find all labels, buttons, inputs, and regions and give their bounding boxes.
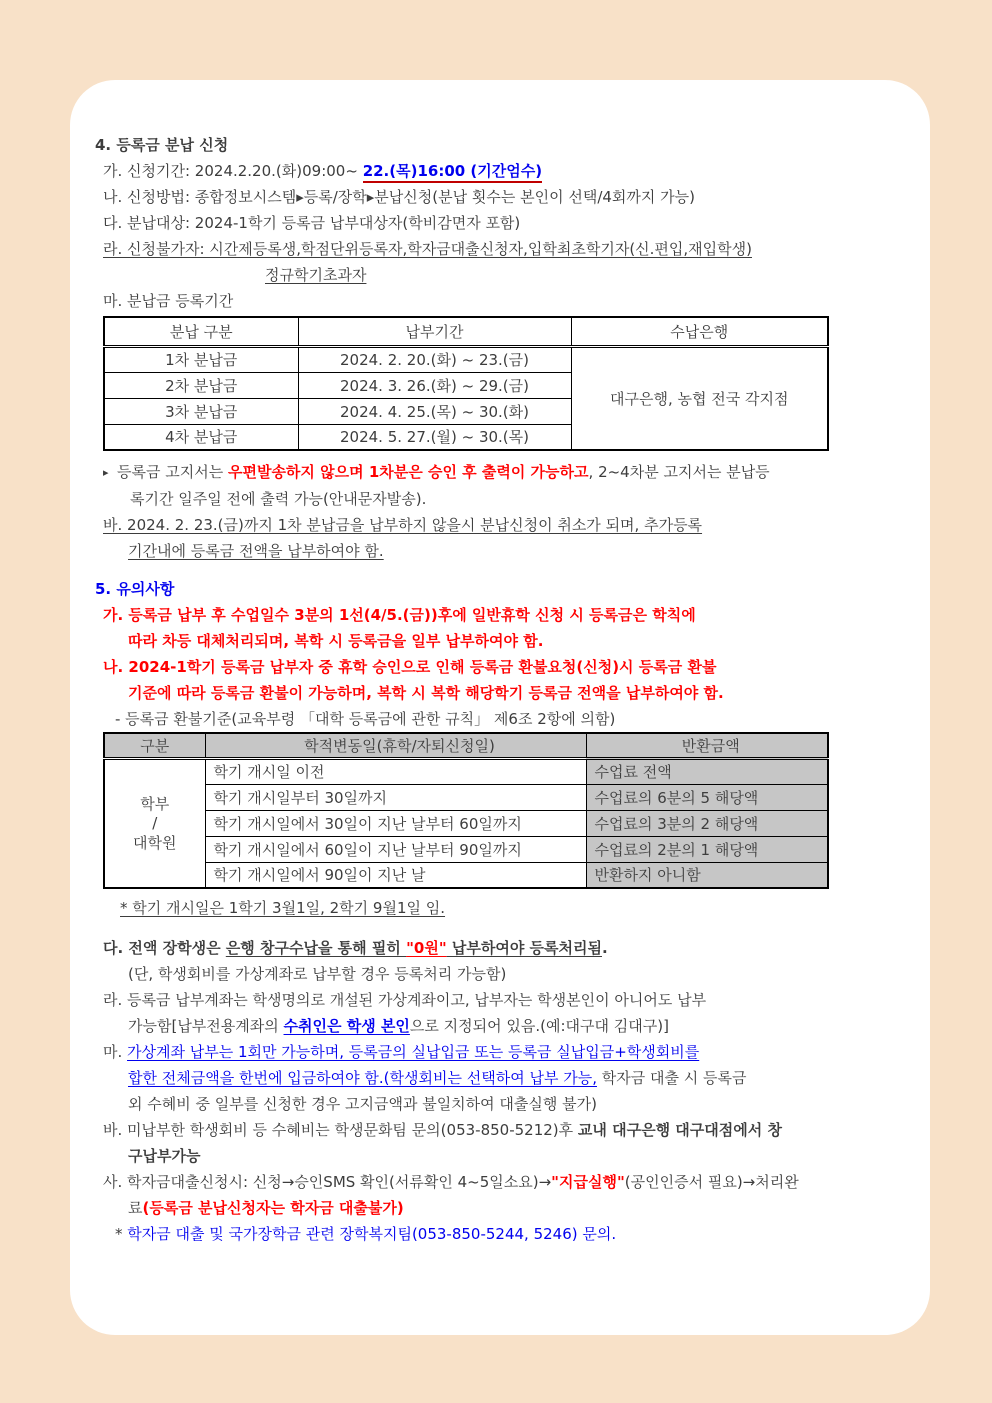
- table-cell: 학기 개시일에서 90일이 지난 날: [205, 862, 586, 888]
- table-cell: 2024. 5. 27.(월) ~ 30.(목): [298, 424, 571, 450]
- unpaid-fee-line2: 구납부가능: [128, 1147, 201, 1165]
- table-row: [104, 862, 828, 888]
- virtual-account-blue1: 가상계좌 납부는 1회만 가능하며, 등록금의 실납입금 또는 등록금 실납입금+학생회비를: [127, 1043, 700, 1061]
- scholarship-underline1: 은행 창구수납을 통해 필히: [225, 939, 407, 957]
- cancel-warning-line: 바. 2024. 2. 23.(금)까지 1차 분납금을 납부하지 않을시 분납신청이 취소가 되며, 추가등록: [103, 516, 703, 534]
- virtual-account-line3: 외 수혜비 중 일부를 신청한 경우 고지금액과 불일치하여 대출실행 불가): [128, 1095, 597, 1113]
- table-row: [104, 758, 828, 784]
- zero-won-highlight: "0원": [406, 939, 447, 957]
- group-label: /: [152, 814, 158, 833]
- table-cell: 학기 개시일부터 30일까지: [205, 784, 586, 810]
- table-row: [104, 784, 828, 810]
- table-cell: 학기 개시일에서 30일이 지난 날부터 60일까지: [205, 810, 586, 836]
- table-cell: 학기 개시일에서 60일이 지난 날부터 90일까지: [205, 836, 586, 862]
- loan-contact-blue: 학자금 대출 및 국가장학금 관련 장학복지팀(053-850-5244, 5246) 문의.: [127, 1225, 617, 1243]
- table-cell: 학기 개시일 이전: [205, 758, 586, 784]
- table-cell: 수업료의 3분의 2 해당액: [586, 810, 828, 836]
- account-line2-pre: 가능함[납부전용계좌의: [128, 1017, 284, 1035]
- virtual-account-label: 마.: [103, 1043, 128, 1061]
- star-mark: *: [115, 1225, 128, 1243]
- refund-rule-line2: 기준에 따라 등록금 환불이 가능하며, 복학 시 복학 해당학기 등록금 전액을 납부하여야 함.: [128, 684, 724, 702]
- table-cell: 수업료 전액: [586, 758, 828, 784]
- group-cell: [104, 758, 205, 888]
- installment-period-line: 마. 분납금 등록기간: [103, 292, 234, 310]
- recipient-highlight: 수취인은 학생 본인: [283, 1017, 410, 1035]
- virtual-account-post: 학자금 대출 시 등록금: [596, 1069, 747, 1087]
- group-label: 학부: [140, 795, 170, 814]
- bill-note-line2: 록기간 일주일 전에 출력 가능(안내문자발송).: [130, 490, 427, 508]
- account-line2: [128, 1013, 900, 1039]
- table-header-row: [104, 733, 828, 758]
- loan-process-line2-pre: 료: [128, 1199, 143, 1217]
- table-cell: 2024. 3. 26.(화) ~ 29.(금): [298, 372, 571, 398]
- deadline-highlight: 22.(목)16:00 (기간엄수): [363, 162, 542, 183]
- loan-execute-highlight: "지급실행": [551, 1173, 625, 1191]
- virtual-account-blue2: 합한 전체금액을 한번에 입금하여야 함.(학생회비는 선택하여 납부 가능,: [128, 1069, 597, 1087]
- column-header: 반환금액: [586, 733, 828, 758]
- column-header: 납부기간: [298, 317, 571, 346]
- loan-restriction-highlight: (등록금 분납신청자는 학자금 대출불가): [142, 1199, 404, 1217]
- table-cell: 반환하지 아니함: [586, 862, 828, 888]
- notice-card: [70, 80, 930, 1335]
- scholarship-underline2: 납부하여야 등록처리됨: [446, 939, 602, 957]
- apply-method-line: 나. 신청방법: 종합정보시스템▸등록/장학▸분납신청(분납 횟수는 본인이 선택/4회까지 가능): [103, 188, 695, 206]
- column-header: 학적변동일(휴학/자퇴신청일): [205, 733, 586, 758]
- column-header: 분납 구분: [104, 317, 298, 346]
- bill-note-warning: 우편발송하지 않으며 1차분은 승인 후 출력이 가능하고: [227, 463, 589, 481]
- loan-process-line2: [128, 1195, 900, 1221]
- unpaid-fee-pre: 바. 미납부한 학생회비 등 수혜비는 학생문화팀 문의(053-850-5212)후: [103, 1121, 578, 1139]
- semester-start-footnote: * 학기 개시일은 1학기 3월1일, 2학기 9월1일 임.: [120, 899, 446, 917]
- table-cell: 2024. 4. 25.(목) ~ 30.(화): [298, 398, 571, 424]
- virtual-account-line2: [128, 1065, 900, 1091]
- unpaid-fee-bold: 교내 대구은행 대구대점에서 창: [577, 1121, 782, 1139]
- triangle-bullet-icon: ▸: [103, 466, 109, 479]
- table-cell: 1차 분납금: [104, 346, 298, 372]
- bill-note-post: , 2~4차분 고지서는 분납등: [588, 463, 770, 481]
- bill-note-pre: 등록금 고지서는: [117, 463, 228, 481]
- apply-period-line: [103, 158, 900, 184]
- refund-rule-line1: 나. 2024-1학기 등록금 납부자 중 휴학 승인으로 인해 등록금 환불요청(신청)시 등록금 환불: [103, 658, 717, 676]
- leave-rule-line1: 가. 등록금 납부 후 수업일수 3분의 1선(4/5.(금))후에 일반휴학 신청 시 등록금은 학칙에: [103, 606, 696, 624]
- not-allowed-line2: 정규학기초과자: [265, 266, 367, 284]
- table-cell: 수업료의 2분의 1 해당액: [586, 836, 828, 862]
- account-line1: 라. 등록금 납부계좌는 학생명의로 개설된 가상계좌이고, 납부자는 학생본인이 아니어도 납부: [103, 991, 707, 1009]
- unpaid-fee-line1: [103, 1117, 900, 1143]
- column-header: 수납은행: [571, 317, 828, 346]
- loan-contact-line: [115, 1221, 900, 1247]
- bill-note-line: [103, 459, 900, 486]
- table-cell: 수업료의 6분의 5 해당액: [586, 784, 828, 810]
- section4-title: 4. 등록금 분납 신청: [95, 136, 229, 154]
- account-line2-post: 으로 지정되어 있음.(예:대구대 김대구)]: [409, 1017, 669, 1035]
- loan-process-line1: [103, 1169, 900, 1195]
- target-line: 다. 분납대상: 2024-1학기 등록금 납부대상자(학비감면자 포함): [103, 214, 521, 232]
- leave-rule-line2: 따라 차등 대체처리되며, 복학 시 등록금을 일부 납부하여야 함.: [128, 632, 544, 650]
- refund-basis-line: - 등록금 환불기준(교육부령 「대학 등록금에 관한 규칙」 제6조 2항에 의함): [115, 710, 616, 728]
- scholarship-line2: (단, 학생회비를 가상계좌로 납부할 경우 등록처리 가능함): [128, 965, 507, 983]
- loan-process-pre: 사. 학자금대출신청시: 신청→승인SMS 확인(서류확인 4~5일소요)→: [103, 1173, 552, 1191]
- table-cell: 2024. 2. 20.(화) ~ 23.(금): [298, 346, 571, 372]
- table-row: [104, 810, 828, 836]
- scholarship-line: [103, 935, 900, 961]
- bank-cell: 대구은행, 농협 전국 각지점: [571, 346, 828, 450]
- column-header: 구분: [104, 733, 205, 758]
- cancel-warning-line2: 기간내에 등록금 전액을 납부하여야 함.: [128, 542, 384, 560]
- table-row: [104, 346, 828, 372]
- not-allowed-line: 라. 신청불가자: 시간제등록생,학점단위등록자,학자금대출신청자,입학최초학기자(신.편입,재입학생): [103, 240, 752, 258]
- virtual-account-line1: [103, 1039, 900, 1065]
- section5-title: 5. 유의사항: [95, 580, 175, 598]
- table-header-row: [104, 317, 828, 346]
- group-label: 대학원: [133, 834, 177, 853]
- table-row: [104, 836, 828, 862]
- installment-schedule-table: [103, 316, 829, 451]
- refund-table: [103, 732, 829, 889]
- loan-process-post: (공인인증서 필요)→처리완: [624, 1173, 799, 1191]
- table-cell: 2차 분납금: [104, 372, 298, 398]
- scholarship-label: 다. 전액 장학생은: [103, 939, 226, 957]
- table-cell: 3차 분납금: [104, 398, 298, 424]
- scholarship-tail: .: [602, 939, 608, 957]
- table-cell: 4차 분납금: [104, 424, 298, 450]
- apply-period-label: 가. 신청기간: 2024.2.20.(화)09:00~: [103, 162, 363, 180]
